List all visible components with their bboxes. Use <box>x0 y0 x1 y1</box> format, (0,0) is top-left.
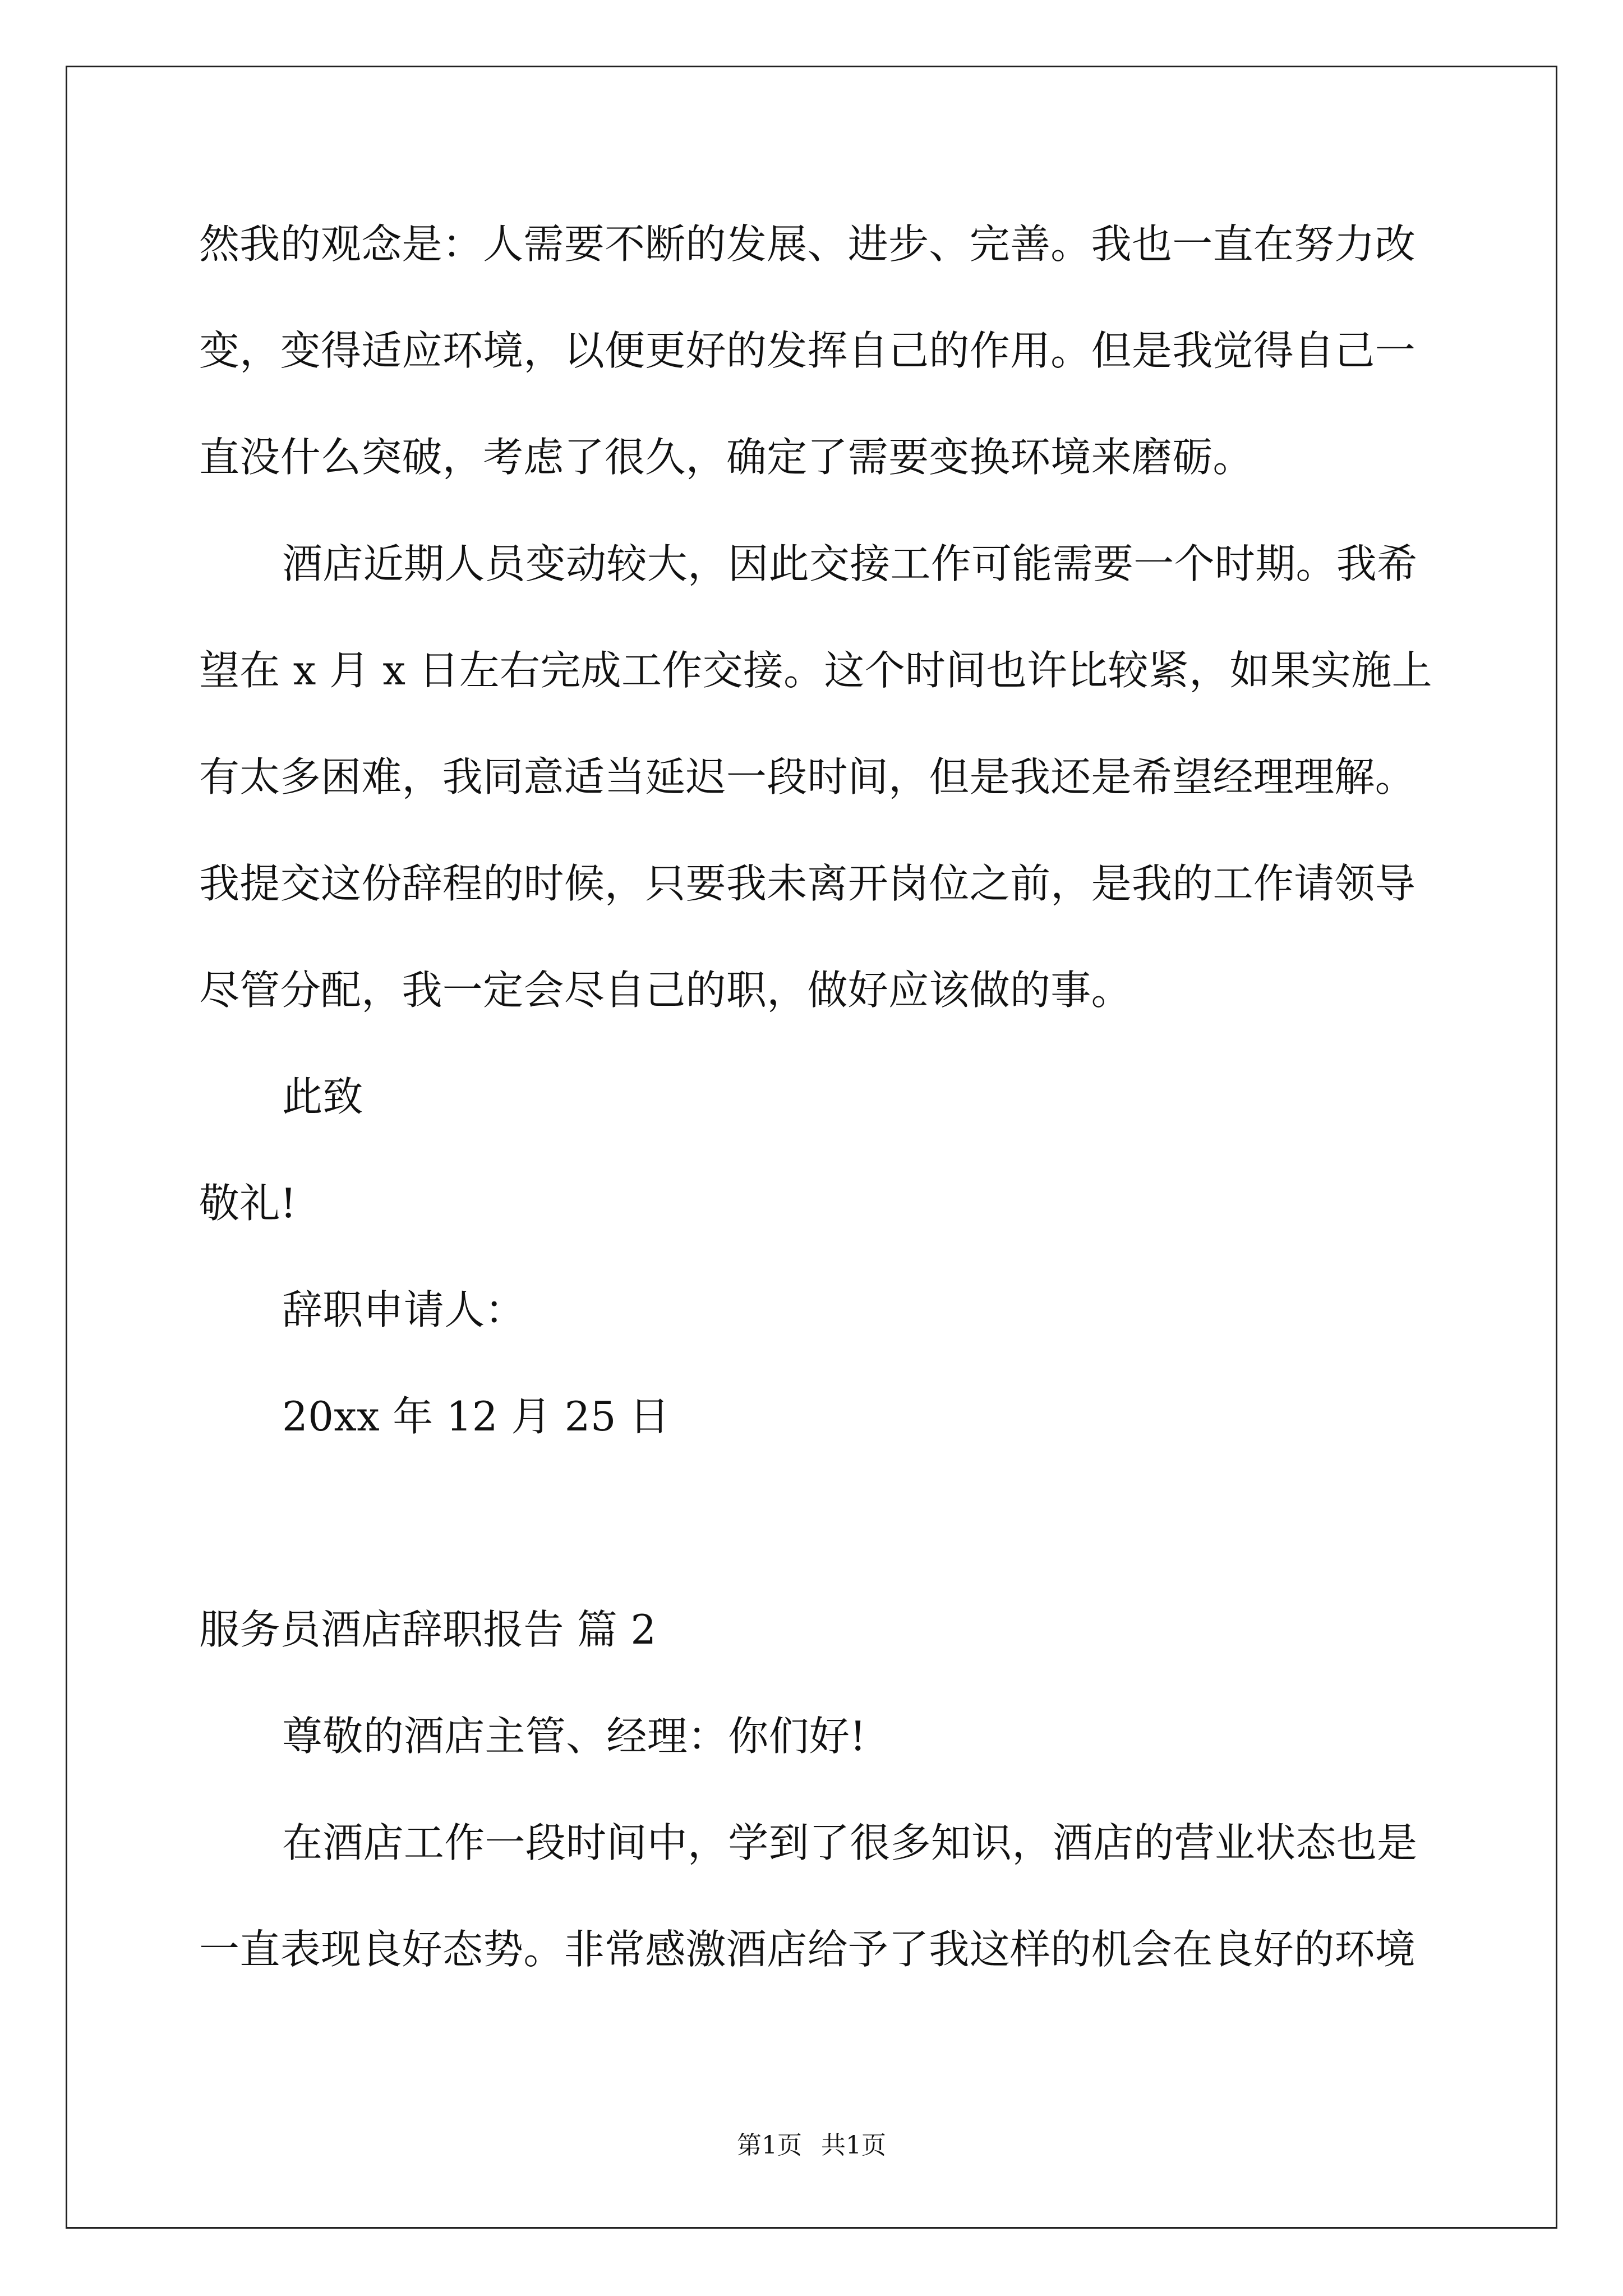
paragraph-line: 变，变得适应环境，以便更好的发挥自己的作用。但是我觉得自己一 <box>199 327 1416 374</box>
paragraph-line: 有太多困难，我同意适当延迟一段时间，但是我还是希望经理理解。 <box>199 753 1416 800</box>
signature-label: 辞职申请人： <box>282 1286 525 1333</box>
paragraph-line: 望在 x 月 x 日左右完成工作交接。这个时间也许比较紧，如果实施上 <box>199 647 1432 694</box>
paragraph-line: 我提交这份辞程的时候，只要我未离开岗位之前，是我的工作请领导 <box>199 860 1416 907</box>
paragraph-line: 一直表现良好态势。非常感激酒店给予了我这样的机会在良好的环境 <box>199 1926 1416 1973</box>
paragraph-line: 直没什么突破，考虑了很久，确定了需要变换环境来磨砺。 <box>199 434 1253 481</box>
page-number-total: 共1页 <box>821 2131 886 2160</box>
section-title: 服务员酒店辞职报告 篇 2 <box>199 1606 657 1653</box>
greeting-line: 尊敬的酒店主管、经理：你们好! <box>282 1713 866 1760</box>
closing-salutation: 此致 <box>282 1073 363 1120</box>
page-number-current: 第1页 <box>737 2131 802 2160</box>
section-spacer <box>199 1492 1433 1599</box>
signature-date: 20xx 年 12 月 25 日 <box>282 1393 670 1440</box>
paragraph-line: 然我的观念是：人需要不断的发展、进步、完善。我也一直在努力改 <box>199 220 1416 268</box>
paragraph-line: 尽管分配，我一定会尽自己的职，做好应该做的事。 <box>199 967 1132 1014</box>
closing-regards: 敬礼! <box>199 1180 297 1227</box>
paragraph-line: 酒店近期人员变动较大，因此交接工作可能需要一个时期。我希 <box>282 540 1418 587</box>
page-footer <box>0 2129 1623 2162</box>
paragraph-line: 在酒店工作一段时间中，学到了很多知识，酒店的营业状态也是 <box>282 1819 1418 1866</box>
document-body <box>199 213 1433 2025</box>
